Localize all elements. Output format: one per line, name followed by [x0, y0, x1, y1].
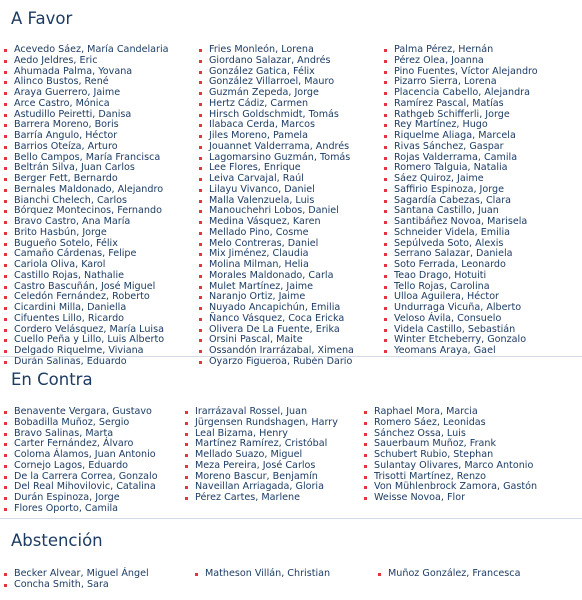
- list-item: Oyarzo Figueroa, Rubén Darío: [199, 357, 354, 368]
- list-item: Rey Martínez, Hugo: [384, 120, 538, 131]
- list-item: Ossandón Irarrázabal, Ximena: [199, 346, 354, 357]
- list-item: Durán Salinas, Eduardo: [4, 357, 169, 368]
- list-item: Leiva Carvajal, Raúl: [199, 174, 354, 185]
- list-item: Cuello Peña y Lillo, Luis Alberto: [4, 335, 169, 346]
- list-item: Mulet Martínez, Jaime: [199, 282, 354, 293]
- list-item: Pérez Olea, Joanna: [384, 56, 538, 67]
- list-item: Santana Castillo, Juan: [384, 206, 538, 217]
- list-item: Delgado Riquelme, Viviana: [4, 346, 169, 357]
- list-item: Bravo Castro, Ana María: [4, 217, 169, 228]
- list-item: Acevedo Sáez, María Candelaria: [4, 45, 169, 56]
- list-item: Bórquez Montecinos, Fernando: [4, 206, 169, 217]
- list-item: Sagardía Cabezas, Clara: [384, 196, 538, 207]
- list-item: Cicardini Milla, Daniella: [4, 303, 169, 314]
- list-item: Jouannet Valderrama, Andrés: [199, 142, 354, 153]
- list-item: Mix Jiménez, Claudia: [199, 249, 354, 260]
- list-item: Benavente Vergara, Gustavo: [4, 407, 158, 418]
- list-item: González Villarroel, Mauro: [199, 77, 354, 88]
- list-item: Sulantay Olivares, Marco Antonio: [364, 461, 537, 472]
- list-item: Ñanco Vásquez, Coca Ericka: [199, 314, 354, 325]
- list-item: Naveillan Arriagada, Gloria: [185, 482, 338, 493]
- list-item: Lilayu Vivanco, Daniel: [199, 185, 354, 196]
- list-item: Pino Fuentes, Víctor Alejandro: [384, 67, 538, 78]
- list-item: Medina Vásquez, Karen: [199, 217, 354, 228]
- list-item: Naranjo Ortiz, Jaime: [199, 292, 354, 303]
- list-item: Coloma Álamos, Juan Antonio: [4, 450, 158, 461]
- list-item: Castro Bascuñán, José Miguel: [4, 282, 169, 293]
- list-item: Molina Milman, Helia: [199, 260, 354, 271]
- list-item: Fries Monleón, Lorena: [199, 45, 354, 56]
- list-item: Rivas Sánchez, Gaspar: [384, 142, 538, 153]
- list-item: De la Carrera Correa, Gonzalo: [4, 472, 158, 483]
- list-item: Arce Castro, Mónica: [4, 99, 169, 110]
- list-item: Mellado Suazo, Miguel: [185, 450, 338, 461]
- list-item: Becker Alvear, Miguel Ángel: [4, 569, 149, 580]
- list-item: Romero Sáez, Leonidas: [364, 418, 537, 429]
- list-item: Ahumada Palma, Yovana: [4, 67, 169, 78]
- list-item: Beltrán Silva, Juan Carlos: [4, 163, 169, 174]
- list-item: Sepúlveda Soto, Alexis: [384, 239, 538, 250]
- list-item: Astudillo Peiretti, Danisa: [4, 110, 169, 121]
- list-item: Ulloa Aguilera, Héctor: [384, 292, 538, 303]
- list-item: Nuyado Ancapichún, Emilia: [199, 303, 354, 314]
- list-item: Videla Castillo, Sebastián: [384, 325, 538, 336]
- list-item: Sauerbaum Muñoz, Frank: [364, 439, 537, 450]
- list-item: Bello Campos, María Francisca: [4, 153, 169, 164]
- list-item: Sánchez Ossa, Luis: [364, 429, 537, 440]
- list-item: Rojas Valderrama, Camila: [384, 153, 538, 164]
- list-item: Durán Espinoza, Jorge: [4, 493, 158, 504]
- list-item: Araya Guerrero, Jaime: [4, 88, 169, 99]
- list-item: Cordero Velásquez, María Luisa: [4, 325, 169, 336]
- list-item: Romero Talguia, Natalia: [384, 163, 538, 174]
- list-item: Bugueño Sotelo, Félix: [4, 239, 169, 250]
- list-item: Saffirio Espinoza, Jorge: [384, 185, 538, 196]
- list-item: Lee Flores, Enrique: [199, 163, 354, 174]
- list-item: Leal Bizama, Henry: [185, 429, 338, 440]
- list-item: Bernales Maldonado, Alejandro: [4, 185, 169, 196]
- list-item: Martínez Ramírez, Cristóbal: [185, 439, 338, 450]
- list-item: Cariola Oliva, Karol: [4, 260, 169, 271]
- list-item: Olivera De La Fuente, Erika: [199, 325, 354, 336]
- list-item: Jürgensen Rundshagen, Harry: [185, 418, 338, 429]
- section-divider: [0, 518, 582, 519]
- list-item: Hirsch Goldschmidt, Tomás: [199, 110, 354, 121]
- vote-column-3: [384, 45, 538, 357]
- list-item: Pizarro Sierra, Lorena: [384, 77, 538, 88]
- vote-column-2: [195, 569, 330, 580]
- section-en-contra: [0, 360, 582, 520]
- vote-column-2: [199, 45, 354, 368]
- list-item: Aedo Jeldres, Eric: [4, 56, 169, 67]
- vote-column-2: [185, 407, 338, 504]
- list-item: Barrios Oteíza, Arturo: [4, 142, 169, 153]
- list-item: Von Mühlenbrock Zamora, Gastón: [364, 482, 537, 493]
- list-item: Celedón Fernández, Roberto: [4, 292, 169, 303]
- section-title-en-contra: En Contra: [11, 370, 93, 389]
- list-item: Ramírez Pascal, Matías: [384, 99, 538, 110]
- vote-column-3: [378, 569, 520, 580]
- list-item: González Gatica, Félix: [199, 67, 354, 78]
- list-item: Malla Valenzuela, Luis: [199, 196, 354, 207]
- list-item: Undurraga Vicuña, Alberto: [384, 303, 538, 314]
- list-item: Trisotti Martínez, Renzo: [364, 472, 537, 483]
- section-abstencion: [0, 520, 582, 600]
- vote-column-1: [4, 569, 149, 591]
- list-item: Del Real Mihovilovic, Catalina: [4, 482, 158, 493]
- section-title-a-favor: A Favor: [11, 9, 73, 28]
- list-item: Veloso Ávila, Consuelo: [384, 314, 538, 325]
- list-item: Alinco Bustos, René: [4, 77, 169, 88]
- list-item: Soto Ferrada, Leonardo: [384, 260, 538, 271]
- list-item: Sáez Quiroz, Jaime: [384, 174, 538, 185]
- list-item: Riquelme Aliaga, Marcela: [384, 131, 538, 142]
- list-item: Moreno Bascur, Benjamín: [185, 472, 338, 483]
- list-item: Brito Hasbún, Jorge: [4, 228, 169, 239]
- list-item: Mellado Pino, Cosme: [199, 228, 354, 239]
- list-item: Tello Rojas, Carolina: [384, 282, 538, 293]
- list-item: Yeomans Araya, Gael: [384, 346, 538, 357]
- list-item: Bianchi Chelech, Carlos: [4, 196, 169, 207]
- list-item: Carter Fernández, Álvaro: [4, 439, 158, 450]
- list-item: Matheson Villán, Christian: [195, 569, 330, 580]
- list-item: Schneider Videla, Emilia: [384, 228, 538, 239]
- list-item: Muñoz González, Francesca: [378, 569, 520, 580]
- list-item: Rathgeb Schifferli, Jorge: [384, 110, 538, 121]
- section-divider: [0, 356, 582, 357]
- list-item: Guzmán Zepeda, Jorge: [199, 88, 354, 99]
- list-item: Jiles Moreno, Pamela: [199, 131, 354, 142]
- vote-column-3: [364, 407, 537, 504]
- vote-column-1: [4, 407, 158, 515]
- list-item: Barrera Moreno, Boris: [4, 120, 169, 131]
- section-title-abstencion: Abstención: [11, 531, 103, 550]
- list-item: Morales Maldonado, Carla: [199, 271, 354, 282]
- list-item: Melo Contreras, Daniel: [199, 239, 354, 250]
- list-item: Manouchehri Lobos, Daniel: [199, 206, 354, 217]
- list-item: Bobadilla Muñoz, Sergio: [4, 418, 158, 429]
- list-item: Meza Pereira, José Carlos: [185, 461, 338, 472]
- list-item: Ilabaca Cerda, Marcos: [199, 120, 354, 131]
- list-item: Irarrázaval Rossel, Juan: [185, 407, 338, 418]
- list-item: Weisse Novoa, Flor: [364, 493, 537, 504]
- list-item: Lagomarsino Guzmán, Tomás: [199, 153, 354, 164]
- list-item: Camaño Cárdenas, Felipe: [4, 249, 169, 260]
- list-item: Barría Angulo, Héctor: [4, 131, 169, 142]
- list-item: Orsini Pascal, Maite: [199, 335, 354, 346]
- list-item: Flores Oporto, Camila: [4, 504, 158, 515]
- list-item: Serrano Salazar, Daniela: [384, 249, 538, 260]
- list-item: Hertz Cádiz, Carmen: [199, 99, 354, 110]
- list-item: Giordano Salazar, Andrés: [199, 56, 354, 67]
- list-item: Cifuentes Lillo, Ricardo: [4, 314, 169, 325]
- list-item: Teao Drago, Hotuiti: [384, 271, 538, 282]
- list-item: Santibáñez Novoa, Marisela: [384, 217, 538, 228]
- vote-column-1: [4, 45, 169, 368]
- list-item: Bravo Salinas, Marta: [4, 429, 158, 440]
- list-item: Raphael Mora, Marcia: [364, 407, 537, 418]
- list-item: Berger Fett, Bernardo: [4, 174, 169, 185]
- list-item: Schubert Rubio, Stephan: [364, 450, 537, 461]
- list-item: Palma Pérez, Hernán: [384, 45, 538, 56]
- list-item: Placencia Cabello, Alejandra: [384, 88, 538, 99]
- list-item: Concha Smith, Sara: [4, 580, 149, 591]
- list-item: Winter Etcheberry, Gonzalo: [384, 335, 538, 346]
- list-item: Cornejo Lagos, Eduardo: [4, 461, 158, 472]
- list-item: Castillo Rojas, Nathalie: [4, 271, 169, 282]
- list-item: Pérez Cartes, Marlene: [185, 493, 338, 504]
